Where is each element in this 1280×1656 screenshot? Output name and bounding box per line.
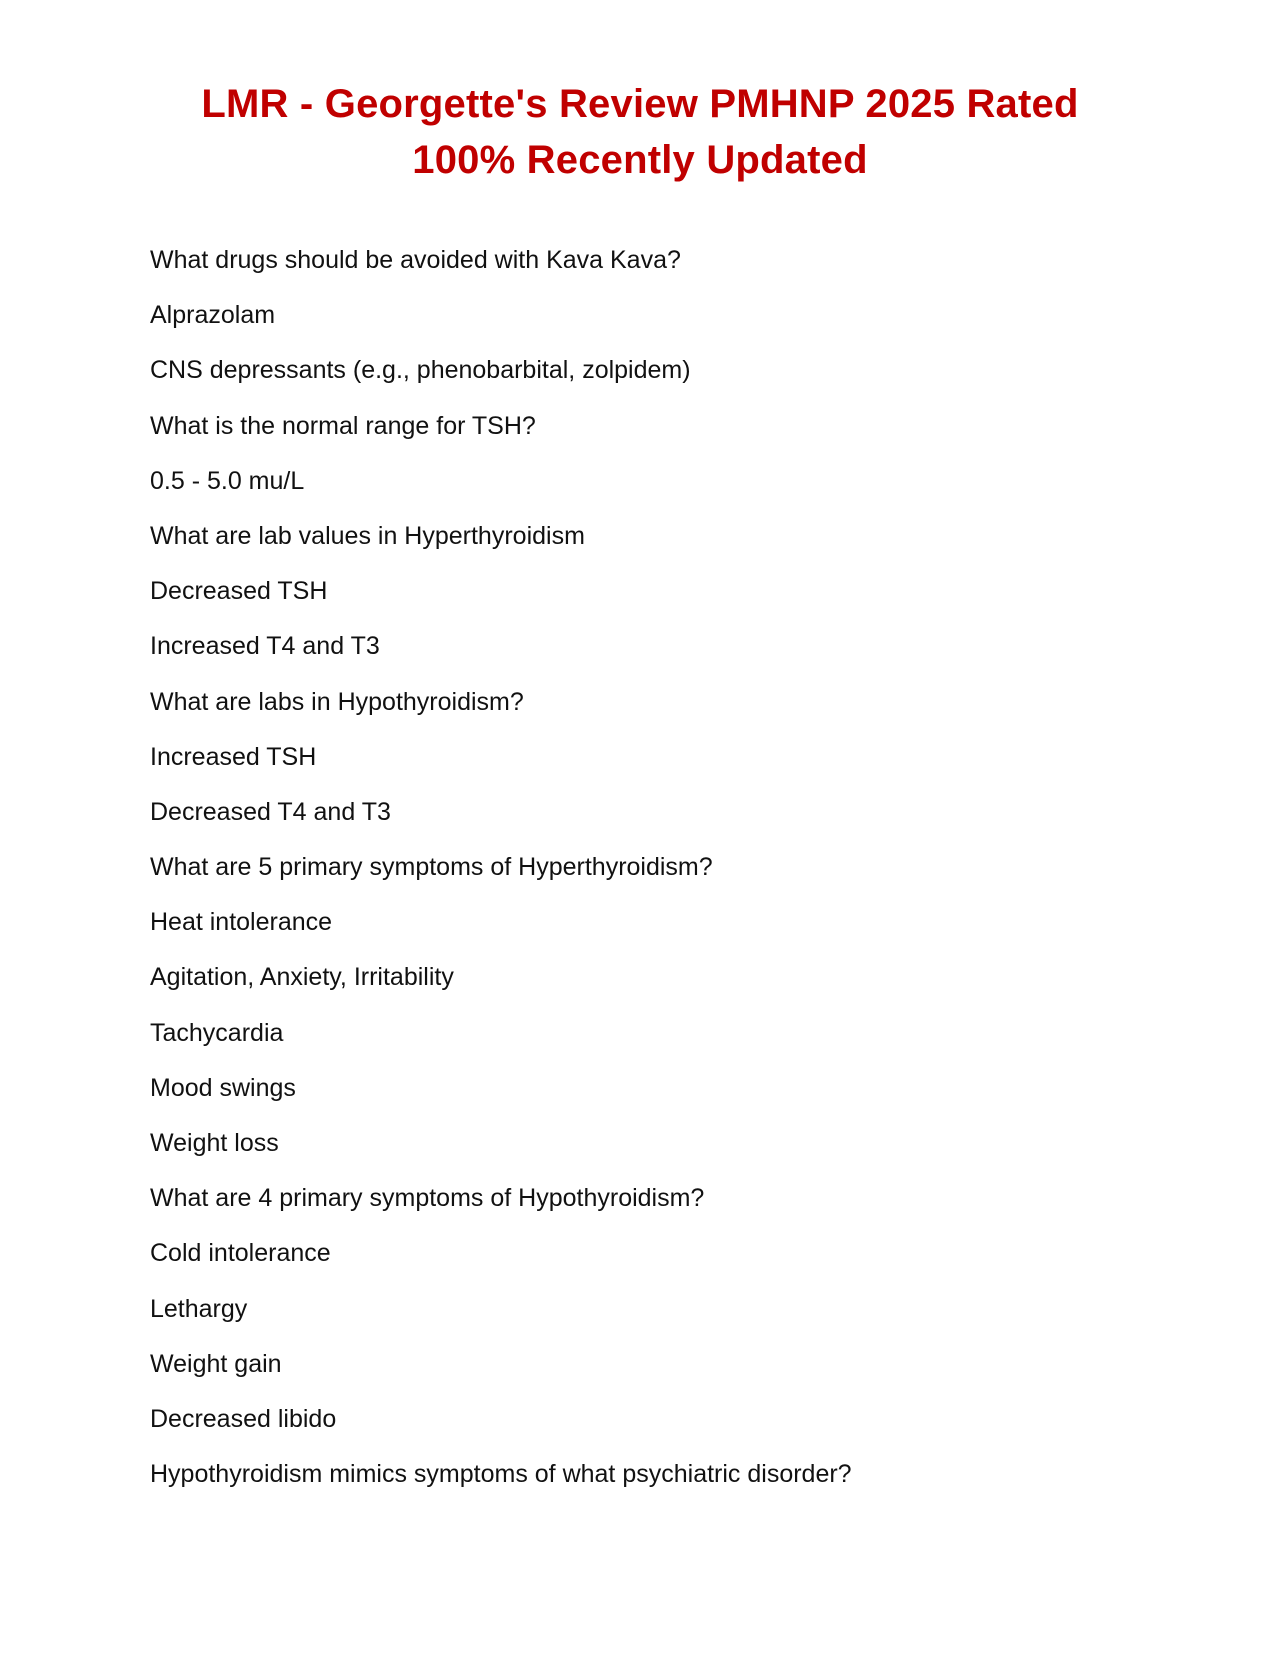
answer-line: Decreased TSH (150, 577, 328, 606)
document-title-line-2: 100% Recently Updated (412, 138, 868, 182)
content-lines (150, 238, 1150, 1507)
answer-line: Mood swings (150, 1073, 296, 1102)
answer-line: Agitation, Anxiety, Irritability (150, 963, 454, 992)
question-hypothyroid-symptoms: What are 4 primary symptoms of Hypothyroidism? (150, 1184, 705, 1213)
answer-line: Cold intolerance (150, 1239, 331, 1268)
answer-line: Heat intolerance (150, 908, 333, 937)
answer-line: Decreased T4 and T3 (150, 797, 391, 826)
answer-line: Increased TSH (150, 742, 317, 771)
answer-line: Weight loss (150, 1129, 279, 1157)
answer-line: 0.5 - 5.0 mu/L (150, 466, 305, 495)
question-tsh-range: What is the normal range for TSH? (150, 411, 536, 440)
answer-line: Lethargy (150, 1294, 248, 1323)
answer-line: Increased T4 and T3 (150, 632, 380, 661)
question-kava-kava: What drugs should be avoided with Kava Kava? (150, 246, 681, 274)
answer-line: Decreased libido (150, 1404, 337, 1433)
question-hyperthyroid-symptoms: What are 5 primary symptoms of Hyperthyroidism? (150, 853, 713, 882)
document-title-line-1: LMR - Georgette's Review PMHNP 2025 Rated (201, 82, 1079, 126)
question-hypothyroid-labs: What are labs in Hypothyroidism? (150, 687, 524, 716)
answer-line: CNS depressants (e.g., phenobarbital, zolpidem) (150, 356, 691, 385)
answer-line: Alprazolam (150, 301, 276, 330)
answer-line: Weight gain (150, 1349, 282, 1378)
document-title (150, 76, 1130, 188)
question-hyperthyroid-labs: What are lab values in Hyperthyroidism (150, 521, 585, 550)
question-psychiatric-mimic: Hypothyroidism mimics symptoms of what psychiatric disorder? (150, 1460, 852, 1489)
answer-line: Tachycardia (150, 1018, 284, 1047)
